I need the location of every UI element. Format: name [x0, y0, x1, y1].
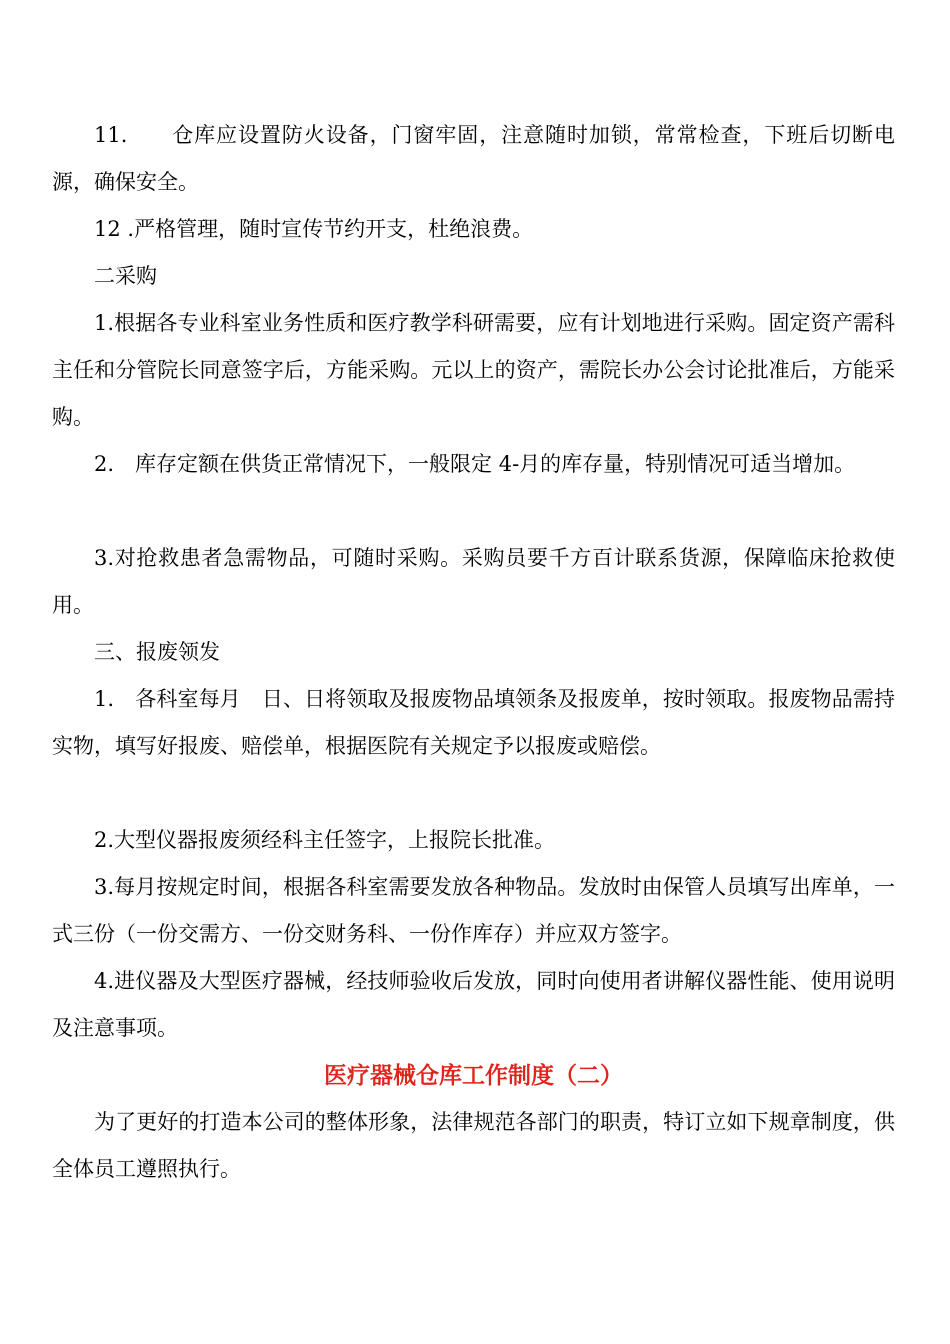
issue-rule-2: 2.大型仪器报废须经科主任签字，上报院长批准。 — [94, 828, 556, 852]
intro-paragraph: 为了更好的打造本公司的整体形象，法律规范各部门的职责，特订立如下规章制度，供全体员工遵照执行。 — [52, 1110, 895, 1181]
section-purchase-heading: 二采购 — [94, 264, 157, 288]
issue-rule-1: 1. 各科室每月 日、日将领取及报废物品填领条及报废单，按时领取。报废物品需持实物，填写好报废、赔偿单，根据医院有关规定予以报废或赔偿。 — [52, 687, 895, 758]
purchase-rule-2: 2. 库存定额在供货正常情况下，一般限定 4-月的库存量，特别情况可适当增加。 — [94, 452, 856, 476]
rule-12-paragraph: 12 .严格管理，随时宣传节约开支，杜绝浪费。 — [94, 217, 534, 241]
issue-rule-3: 3.每月按规定时间，根据各科室需要发放各种物品。发放时由保管人员填写出库单，一式三份（一份交需方、一份交财务科、一份作库存）并应双方签字。 — [52, 875, 895, 946]
section-title: 医疗器械仓库工作制度（二） — [324, 1062, 623, 1089]
purchase-rule-1: 1.根据各专业科室业务性质和医疗教学科研需要，应有计划地进行采购。固定资产需科主任和分管院长同意签字后，方能采购。元以上的资产，需院长办公会讨论批准后，方能采购。 — [52, 311, 895, 429]
purchase-rule-3: 3.对抢救患者急需物品，可随时采购。采购员要千方百计联系货源，保障临床抢救使用。 — [52, 546, 895, 617]
issue-rule-4: 4.进仪器及大型医疗器械，经技师验收后发放，同时向使用者讲解仪器性能、使用说明及注意事项。 — [52, 969, 895, 1040]
rule-11-paragraph: 11. 仓库应设置防火设备，门窗牢固，注意随时加锁，常常检查，下班后切断电源，确保安全。 — [52, 123, 895, 194]
section-issue-heading: 三、报废领发 — [94, 640, 220, 664]
